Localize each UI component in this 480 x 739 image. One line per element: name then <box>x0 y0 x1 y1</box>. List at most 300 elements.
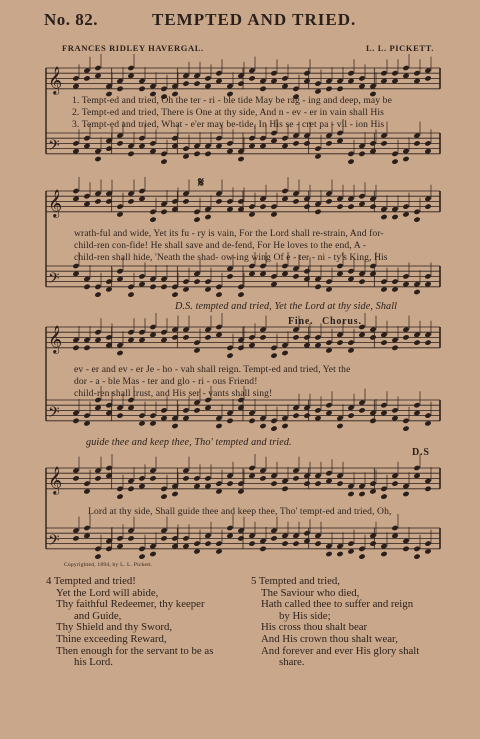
notehead <box>281 263 288 269</box>
notehead <box>303 412 310 418</box>
notehead <box>127 65 134 71</box>
notehead <box>160 284 167 290</box>
notehead <box>138 135 145 141</box>
verse4-line: 4 Tempted and tried! <box>46 575 136 587</box>
notehead <box>303 530 310 536</box>
notehead <box>72 345 79 351</box>
verse4-line: Then enough for the servant to be as <box>56 644 214 657</box>
notehead <box>215 284 222 290</box>
verse4-line: Thy faithful Redeemer, thy keeper <box>56 598 205 611</box>
notehead <box>402 425 409 431</box>
notehead <box>226 525 233 531</box>
notehead <box>83 75 90 81</box>
notehead <box>358 151 365 157</box>
notehead <box>226 273 233 279</box>
system1-lyric-line-1: 1. Tempt-ed and tried, Oh the ter - ri - ble tide May be rag - ing and deep, may be <box>72 95 392 106</box>
notehead <box>171 423 178 429</box>
notehead <box>193 80 200 86</box>
notehead <box>149 284 156 290</box>
notehead <box>193 540 200 546</box>
notehead <box>369 418 376 424</box>
notehead <box>149 140 156 146</box>
notehead <box>292 198 299 204</box>
notehead <box>204 540 211 546</box>
notehead <box>424 486 431 492</box>
notehead <box>391 278 398 284</box>
notehead <box>424 540 431 546</box>
notehead <box>369 140 376 146</box>
notehead <box>204 75 211 81</box>
notehead <box>116 350 123 356</box>
notehead <box>270 273 277 279</box>
notehead <box>182 80 189 86</box>
verse5-line: 5 Tempted and tried, <box>251 575 340 587</box>
notehead <box>94 156 101 162</box>
notehead <box>358 193 365 199</box>
notehead <box>413 140 420 146</box>
notehead <box>215 324 222 330</box>
notehead <box>413 553 420 559</box>
verse5-line: And forever and ever His glory shalt <box>261 644 420 657</box>
notehead <box>138 475 145 481</box>
notehead <box>127 291 134 297</box>
notehead <box>116 412 123 418</box>
notehead <box>369 540 376 546</box>
notehead <box>149 475 156 481</box>
verse5-line: Hath called thee to suffer and reign <box>261 598 414 611</box>
notehead <box>160 329 167 335</box>
notehead <box>248 135 255 141</box>
notehead <box>347 268 354 274</box>
notehead <box>215 291 222 297</box>
notehead <box>314 145 321 151</box>
notehead <box>182 278 189 284</box>
notehead <box>314 480 321 486</box>
system4-lyric-line-1: Lord at thy side, Shall guide thee and keep thee, Tho' tempt-ed and tried, Oh, <box>88 506 392 517</box>
notehead <box>94 329 101 335</box>
notehead <box>281 350 288 356</box>
notehead <box>226 480 233 486</box>
verse5-line: by His side; <box>279 609 331 622</box>
notehead <box>237 284 244 290</box>
notehead <box>94 475 101 481</box>
notehead <box>83 284 90 290</box>
notehead <box>413 216 420 222</box>
notehead <box>369 480 376 486</box>
notehead <box>182 198 189 204</box>
notehead <box>424 140 431 146</box>
notehead <box>193 209 200 215</box>
notehead <box>193 216 200 222</box>
notehead <box>413 209 420 215</box>
notehead <box>325 198 332 204</box>
notehead <box>83 480 90 486</box>
system1-lyric-line-3: 3. Tempt-ed and tried, What - e'er may be-tide, In His se - cret pa - vil - ion His <box>72 119 385 130</box>
notehead <box>193 278 200 284</box>
notehead <box>424 75 431 81</box>
notehead <box>215 70 222 76</box>
notehead <box>171 291 178 297</box>
bass-clef-icon: 𝄢 <box>48 403 60 425</box>
notehead <box>259 475 266 481</box>
notehead <box>160 158 167 164</box>
notehead <box>369 334 376 340</box>
notehead <box>358 278 365 284</box>
notehead <box>281 135 288 141</box>
bass-clef-icon: 𝄢 <box>48 136 60 158</box>
notehead <box>248 75 255 81</box>
notehead <box>259 86 266 92</box>
notehead <box>116 86 123 92</box>
notehead <box>336 263 343 269</box>
notehead <box>314 209 321 215</box>
notehead <box>325 551 332 557</box>
notehead <box>127 198 134 204</box>
notehead <box>259 423 266 429</box>
notehead <box>358 553 365 559</box>
notehead <box>160 407 167 413</box>
notehead <box>204 278 211 284</box>
notehead <box>380 214 387 220</box>
notehead <box>204 151 211 157</box>
fine-marking: Fine. <box>288 316 314 327</box>
notehead <box>237 80 244 86</box>
notehead <box>292 273 299 279</box>
notehead <box>248 263 255 269</box>
notehead <box>193 151 200 157</box>
notehead <box>237 291 244 297</box>
notehead <box>226 418 233 424</box>
notehead <box>182 334 189 340</box>
notehead <box>347 203 354 209</box>
notehead <box>116 486 123 492</box>
notehead <box>292 475 299 481</box>
notehead <box>160 209 167 215</box>
notehead <box>413 465 420 471</box>
notehead <box>160 535 167 541</box>
composer-credit: L. L. PICKETT. <box>366 43 434 53</box>
notehead <box>358 407 365 413</box>
notehead <box>215 423 222 429</box>
notehead <box>380 278 387 284</box>
notehead <box>391 407 398 413</box>
notehead <box>127 151 134 157</box>
verse4-line: and Guide, <box>74 609 122 622</box>
notehead <box>380 402 387 408</box>
notehead <box>347 70 354 76</box>
verse5-line: share. <box>279 656 305 669</box>
notehead <box>138 412 145 418</box>
notehead <box>204 475 211 481</box>
treble-clef-icon: 𝄞 <box>48 188 63 217</box>
notehead <box>182 407 189 413</box>
chorus-marking: Chorus. <box>322 316 362 327</box>
treble-clef-icon: 𝄞 <box>48 324 63 353</box>
notehead <box>325 278 332 284</box>
notehead <box>116 268 123 274</box>
verse-5 <box>251 576 419 669</box>
notehead <box>402 203 409 209</box>
notehead <box>413 70 420 76</box>
notehead <box>270 418 277 424</box>
notehead <box>270 480 277 486</box>
notehead <box>358 491 365 497</box>
bass-clef-icon: 𝄢 <box>48 269 60 291</box>
notehead <box>149 551 156 557</box>
notehead <box>347 158 354 164</box>
notehead <box>226 352 233 358</box>
notehead <box>127 535 134 541</box>
verse5-line: And His crown thou shalt wear, <box>261 632 398 645</box>
notehead <box>391 70 398 76</box>
notehead <box>424 273 431 279</box>
notehead <box>215 198 222 204</box>
notehead <box>270 535 277 541</box>
notehead <box>237 480 244 486</box>
verse-4 <box>46 576 213 669</box>
notehead <box>391 158 398 164</box>
notehead <box>292 140 299 146</box>
notehead <box>358 75 365 81</box>
verse5-line: The Saviour who died, <box>261 586 360 599</box>
notehead <box>215 540 222 546</box>
notehead <box>226 198 233 204</box>
notehead <box>336 551 343 557</box>
verse4-line: Yet the Lord will abide, <box>56 586 159 599</box>
notehead <box>325 339 332 345</box>
notehead <box>402 546 409 552</box>
notehead <box>314 334 321 340</box>
notehead <box>72 188 79 194</box>
notehead <box>402 156 409 162</box>
notehead <box>116 535 123 541</box>
notehead <box>402 65 409 71</box>
notehead <box>149 324 156 330</box>
notehead <box>116 140 123 146</box>
notehead <box>424 339 431 345</box>
notehead <box>380 140 387 146</box>
notehead <box>160 486 167 492</box>
notehead <box>391 214 398 220</box>
notehead <box>424 412 431 418</box>
notehead <box>391 345 398 351</box>
notehead <box>402 418 409 424</box>
notehead <box>248 418 255 424</box>
notehead <box>281 75 288 81</box>
notehead <box>94 553 101 559</box>
notehead <box>336 130 343 136</box>
notehead <box>83 193 90 199</box>
notehead <box>83 345 90 351</box>
notehead <box>204 214 211 220</box>
notehead <box>336 423 343 429</box>
notehead <box>402 491 409 497</box>
notehead <box>193 339 200 345</box>
notehead <box>94 291 101 297</box>
notehead <box>380 70 387 76</box>
notehead <box>259 334 266 340</box>
notehead <box>94 65 101 71</box>
notehead <box>303 70 310 76</box>
notehead <box>303 203 310 209</box>
notehead <box>369 203 376 209</box>
notehead <box>325 402 332 408</box>
notehead <box>303 480 310 486</box>
notehead <box>72 535 79 541</box>
notehead <box>259 546 266 552</box>
notehead <box>292 86 299 92</box>
notehead <box>292 334 299 340</box>
notehead <box>94 284 101 290</box>
notehead <box>72 75 79 81</box>
notehead <box>193 407 200 413</box>
notehead <box>248 540 255 546</box>
notehead <box>138 553 145 559</box>
notehead <box>94 546 101 552</box>
notehead <box>94 198 101 204</box>
notehead <box>347 151 354 157</box>
notehead <box>160 151 167 157</box>
system3-lyric-line-1: ev - er and ev - er Je - ho - vah shall reign. Tempt-ed and tried, Yet the <box>74 364 351 375</box>
notehead <box>138 329 145 335</box>
notehead <box>325 140 332 146</box>
notehead <box>215 480 222 486</box>
notehead <box>347 339 354 345</box>
notehead <box>226 140 233 146</box>
notehead <box>270 203 277 209</box>
notehead <box>237 198 244 204</box>
system3-lyric-line-2: dor - a - ble Mas - ter and glo - ri - ous Friend! <box>74 376 258 387</box>
notehead <box>314 407 321 413</box>
treble-clef-icon: 𝄞 <box>48 465 63 494</box>
notehead <box>380 339 387 345</box>
notehead <box>314 80 321 86</box>
notehead <box>259 135 266 141</box>
notehead <box>391 480 398 486</box>
notehead <box>248 465 255 471</box>
system3-ds-line: guide thee and keep thee, Tho' tempted and tried. <box>86 437 292 448</box>
notehead <box>182 145 189 151</box>
notehead <box>204 334 211 340</box>
system2-lyric-line-3: child-ren shall hide, 'Neath the shad- ow-ing wing Of e - ter - ni - ty's King, His <box>74 252 388 263</box>
notehead <box>270 70 277 76</box>
notehead <box>347 540 354 546</box>
notehead <box>149 216 156 222</box>
notehead <box>127 284 134 290</box>
notehead <box>413 402 420 408</box>
notehead <box>369 263 376 269</box>
notehead <box>248 334 255 340</box>
notehead <box>127 329 134 335</box>
notehead <box>270 352 277 358</box>
notehead <box>72 140 79 146</box>
notehead <box>138 188 145 194</box>
notehead <box>314 540 321 546</box>
notehead <box>138 546 145 552</box>
notehead <box>127 486 134 492</box>
notehead <box>149 209 156 215</box>
notehead <box>424 203 431 209</box>
notehead <box>226 345 233 351</box>
notehead <box>413 546 420 552</box>
system3-lyric-line-3: child-ren shall trust, and His ser - vants shall sing! <box>74 388 273 399</box>
notehead <box>336 339 343 345</box>
notehead <box>413 339 420 345</box>
hymn-number: No. 82. <box>44 10 99 29</box>
hymn-title: TEMPTED AND TRIED. <box>152 10 357 29</box>
notehead <box>171 491 178 497</box>
notehead <box>380 493 387 499</box>
notehead <box>292 540 299 546</box>
notehead <box>336 86 343 92</box>
notehead <box>83 412 90 418</box>
notehead <box>380 486 387 492</box>
notehead <box>237 535 244 541</box>
system2-lyric-line-1: wrath-ful and wide, Yet its fu - ry is vain, For the Lord shall re-strain, And for- <box>74 228 384 239</box>
segno-sign: 𝄋 <box>198 176 205 191</box>
system2-ds-line: D.S. tempted and tried, Yet the Lord at thy side, Shall <box>175 301 398 312</box>
ds-marking: D.S <box>412 447 430 458</box>
treble-clef-icon: 𝄞 <box>48 65 63 94</box>
notehead <box>237 156 244 162</box>
notehead <box>347 491 354 497</box>
verse4-line: Thy Shield and thy Sword, <box>56 621 173 634</box>
notehead <box>303 268 310 274</box>
lyricist-credit: FRANCES RIDLEY HAVERGAL. <box>62 43 204 53</box>
notehead <box>193 475 200 481</box>
notehead <box>303 140 310 146</box>
notehead <box>303 334 310 340</box>
notehead <box>281 423 288 429</box>
notehead <box>259 203 266 209</box>
bass-clef-icon: 𝄢 <box>48 531 60 553</box>
notehead <box>292 412 299 418</box>
notehead <box>138 273 145 279</box>
notehead <box>270 345 277 351</box>
notehead <box>402 273 409 279</box>
notehead <box>413 289 420 295</box>
notehead <box>314 284 321 290</box>
notehead <box>358 546 365 552</box>
notehead <box>116 203 123 209</box>
notehead <box>270 425 277 431</box>
notehead <box>182 535 189 541</box>
notehead <box>215 135 222 141</box>
notehead <box>347 412 354 418</box>
notehead <box>336 203 343 209</box>
notehead <box>116 493 123 499</box>
notehead <box>336 480 343 486</box>
system1-lyric-line-2: 2. Tempt-ed and tried, There is One at thy side, And n - ev - er in vain shall His <box>72 107 384 118</box>
notehead <box>281 486 288 492</box>
copyright-notice: Copyrighted, 1894, by L. L. Pickett. <box>64 562 153 568</box>
notehead <box>325 86 332 92</box>
verse4-line: Thine exceeding Reward, <box>56 632 167 645</box>
notehead <box>72 475 79 481</box>
notehead <box>83 525 90 531</box>
notehead <box>83 135 90 141</box>
notehead <box>182 475 189 481</box>
notehead <box>391 151 398 157</box>
notehead <box>259 263 266 269</box>
notehead <box>281 188 288 194</box>
notehead <box>391 525 398 531</box>
notehead <box>72 263 79 269</box>
verse5-line: His cross thou shalt bear <box>261 621 368 634</box>
notehead <box>380 551 387 557</box>
notehead <box>149 412 156 418</box>
notehead <box>281 540 288 546</box>
